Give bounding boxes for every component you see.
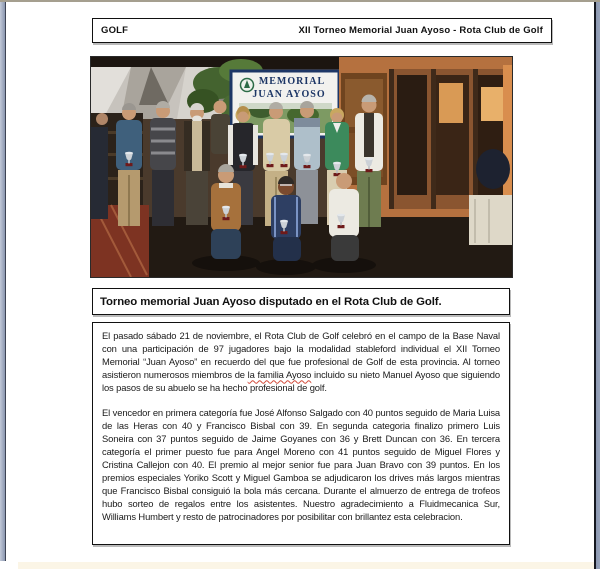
header-section-label: GOLF [101, 25, 129, 36]
window-top-edge [0, 0, 600, 2]
window-left-edge [0, 2, 6, 561]
header-article-title: XII Torneo Memorial Juan Ayoso - Rota Club de Golf [298, 25, 543, 36]
paragraph-1 [102, 330, 500, 395]
banner-line-1: MEMORIAL [258, 76, 326, 87]
article-title-box [92, 288, 510, 315]
banner-line-2: JUAN AYOSO [252, 89, 326, 100]
paragraph-1-text: El pasado sábado 21 de noviembre, el Rota Club de Golf celebró en el campo de la Base Naval con una participación de 97 jugadores bajo la modalidad stableford individual el XII Torneo Memorial “Juan Ayoso” en recuerdo del que fue profesional de Golf de esta provincia. Al torneo asistieron numerosos miembros de [102, 330, 500, 380]
article-title: Torneo memorial Juan Ayoso disputado en el Rota Club de Golf. [100, 295, 442, 308]
tournament-photo-art [91, 57, 512, 277]
page-header [92, 18, 552, 43]
paragraph-2: El vencedor en primera categoría fue José Alfonso Salgado con 40 puntos seguido de Maria Luisa de las Heras con 40 y Francisco Bisbal con 39. En segunda categoria finalizo primero Luis Soneira con 37 puntos seguido de Jaime Goyanes con 36 y Brett Duncan con 36. En tercera categoría el primer puesto fue para Angel Moreno con 41 puntos seguido de Miguel Flores y Cristina Callejon con 40. El premio al mejor senior fue para Juan Bravo con 39 puntos. En los premios especiales Yoriko Scott y Miguel Gamboa se adjudicaron los drives más largos mientras que Francisco Bisbal consiguió la bola más cercana. Durante el almuerzo de entrega de trofeos hubo sorteo de regalos entre los asistentes. Nuestro agradecimiento a Fluidmecanica Sur, Williams Humbert y resto de patrocinadores por posibilitar con brillantez esta celebracion. [102, 407, 500, 522]
window-bottom-edge [18, 562, 594, 569]
window-right-edge [594, 2, 600, 569]
spellcheck-underlined-text: la familia Ayoso [247, 368, 312, 380]
tournament-photo [91, 57, 512, 277]
article-body-box [92, 322, 510, 545]
paragraph-1-text-end: incluido su nieto Manuel Ayoso que siguiendo los pasos de su abuelo se ha hecho profesional de golf. [102, 368, 500, 393]
